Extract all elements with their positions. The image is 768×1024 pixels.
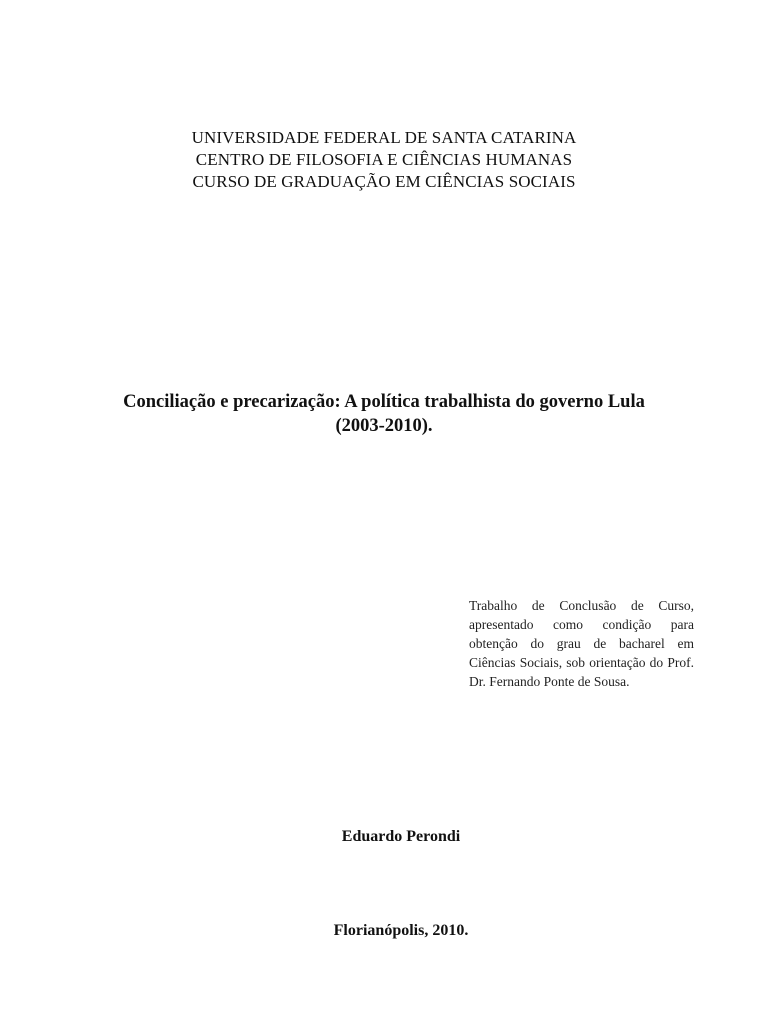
university-name: UNIVERSIDADE FEDERAL DE SANTA CATARINA (191, 128, 577, 147)
thesis-title (60, 390, 708, 438)
place-and-date: Florianópolis, 2010. (333, 922, 469, 939)
thesis-title-line-2: (2003-2010). (335, 416, 433, 436)
thesis-title-line-1: Conciliação e precarização: A política trabalhista do governo Lula (123, 392, 645, 412)
center-name: CENTRO DE FILOSOFIA E CIÊNCIAS HUMANAS (195, 150, 573, 169)
course-name: CURSO DE GRADUAÇÃO EM CIÊNCIAS SOCIAIS (192, 172, 576, 191)
thesis-description: Trabalho de Conclusão de Curso, apresentado como condição para obtenção do grau de bacharel em Ciências Sociais, sob orientação do Prof. Dr. Fernando Ponte de Sousa. (469, 598, 694, 689)
author-name: Eduardo Perondi (341, 828, 461, 845)
institution-header (0, 127, 768, 193)
